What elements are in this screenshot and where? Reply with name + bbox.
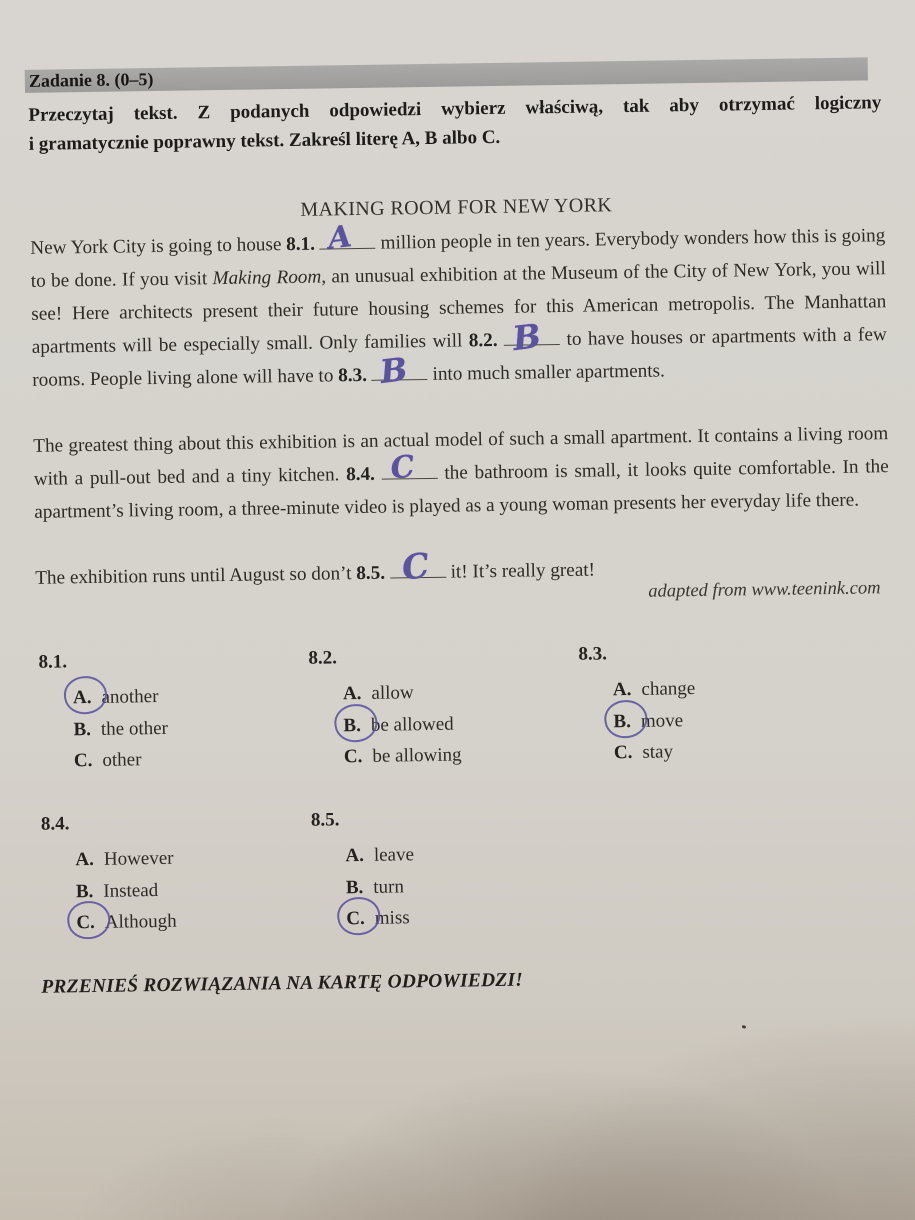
answer-blank-8-3 xyxy=(372,350,428,391)
option-8-5-B xyxy=(346,869,562,904)
option-8-1-C xyxy=(74,742,290,777)
option-8-1-B xyxy=(73,711,289,746)
option-8-3-B xyxy=(613,703,829,738)
question-block-8-4 xyxy=(41,810,293,939)
passage-text: the bathroom is small, it looks quite comfortable. In the apartment’s living room, a three-minute video is played as a young woman presents her everyday life there. xyxy=(34,456,889,523)
option-letter: A. xyxy=(72,687,92,709)
option-letter: B. xyxy=(73,718,92,740)
passage-text: it! It’s really great! xyxy=(445,559,596,583)
passage-text: into much smaller apartments. xyxy=(427,360,665,385)
passage-paragraph-2 xyxy=(33,417,889,529)
paper-speck xyxy=(742,1025,747,1029)
gap-number-8-2: 8.2. xyxy=(468,329,498,352)
passage-text: New York City is going to house xyxy=(30,234,287,259)
option-letter: A. xyxy=(612,678,632,701)
source-attribution: adapted from www.teenink.com xyxy=(648,578,881,602)
option-letter: C. xyxy=(343,745,363,768)
answer-blank-8-4 xyxy=(381,449,437,487)
question-block-8-1 xyxy=(38,648,290,777)
option-text: change xyxy=(641,678,696,700)
task-header-bar xyxy=(25,57,868,93)
task-header-label: Zadanie 8. (0–5) xyxy=(28,69,154,91)
handwritten-answer-8-2: B xyxy=(510,315,544,359)
option-letter: A. xyxy=(345,844,365,867)
handwritten-answer-8-3: B xyxy=(378,350,410,391)
gap-number-8-3: 8.3. xyxy=(338,364,368,387)
option-8-4-B xyxy=(76,873,292,908)
option-letter: B. xyxy=(345,876,364,898)
task-instructions xyxy=(28,88,882,159)
question-number: 8.5. xyxy=(310,809,340,831)
question-block-8-3 xyxy=(578,640,830,769)
option-8-4-A xyxy=(75,841,291,876)
option-8-3-A xyxy=(613,671,829,706)
passage-italic-title: Making Room xyxy=(212,266,322,290)
gap-number-8-5: 8.5. xyxy=(356,562,386,585)
option-8-1-A xyxy=(73,679,289,714)
answer-circle-mark xyxy=(62,673,110,717)
option-letter: B. xyxy=(75,880,94,902)
option-text: Although xyxy=(104,910,177,933)
option-letter: C. xyxy=(613,741,633,764)
option-8-5-C xyxy=(346,900,562,935)
option-8-4-C xyxy=(76,904,292,939)
question-number: 8.2. xyxy=(308,647,338,669)
handwritten-answer-8-5: C xyxy=(399,545,432,589)
option-text: turn xyxy=(373,875,405,898)
passage-text: , an unusual exhibition at the Museum of the City of New York, you will see! Here architects present their future housing schemes for this American metropolis. The Manhattan apartments will be especially small. Only families will xyxy=(31,258,887,358)
option-8-2-C xyxy=(344,738,560,773)
passage-text: The greatest thing about this exhibition is an actual model of such a small apartment. It contains a living room with a pull-out bed and a tiny kitchen. xyxy=(33,423,889,490)
question-number: 8.1. xyxy=(38,651,68,673)
option-letter: C. xyxy=(76,911,95,934)
question-block-8-5 xyxy=(311,806,563,935)
option-8-3-C xyxy=(614,734,830,769)
option-text: stay xyxy=(642,741,674,763)
passage-text: to have houses or apartments with a few rooms. People living alone will have to xyxy=(32,324,887,391)
passage-paragraph-1 xyxy=(30,219,887,397)
answer-blank-8-5 xyxy=(390,545,446,589)
option-letter: A. xyxy=(342,683,362,705)
passage-text: million people in ten years. Everybody wonders how this is going to be done. If you visit xyxy=(30,225,886,292)
option-text: move xyxy=(640,709,684,732)
gap-number-8-4: 8.4. xyxy=(345,463,376,486)
question-number: 8.3. xyxy=(578,643,608,665)
footer-instruction: PRZENIEŚ ROZWIĄZANIA NA KARTĘ ODPOWIEDZI! xyxy=(41,969,524,998)
option-8-2-B xyxy=(343,707,559,742)
option-letter: C. xyxy=(346,907,365,930)
instructions-line-1: Przeczytaj tekst. Z podanych odpowiedzi wybierz właściwą, tak aby otrzymać logiczny xyxy=(28,92,882,126)
option-text: another xyxy=(101,686,159,708)
option-text: miss xyxy=(374,907,410,929)
instructions-line-2: i gramatycznie poprawny tekst. Zakreśl literę A, B albo C. xyxy=(28,126,501,155)
option-text: However xyxy=(103,847,174,870)
option-letter: B. xyxy=(613,710,632,732)
option-text: the other xyxy=(100,717,169,740)
option-text: be allowed xyxy=(370,713,454,736)
option-text: allow xyxy=(371,682,414,704)
handwritten-answer-8-1: A xyxy=(326,219,354,257)
handwritten-answer-8-4: C xyxy=(388,449,417,487)
answer-blank-8-2 xyxy=(504,315,560,359)
option-letter: C. xyxy=(73,750,93,772)
option-text: other xyxy=(102,749,142,771)
question-block-8-2 xyxy=(308,644,560,773)
option-letter: B. xyxy=(343,714,362,736)
option-8-5-A xyxy=(345,837,561,872)
option-text: leave xyxy=(373,844,415,866)
passage-text: The exhibition runs until August so don’t xyxy=(35,563,357,589)
question-number: 8.4. xyxy=(40,813,70,835)
passage-title: MAKING ROOM FOR NEW YORK xyxy=(300,194,613,221)
option-letter: A. xyxy=(75,848,95,871)
option-text: be allowing xyxy=(372,744,462,767)
gap-number-8-1: 8.1. xyxy=(286,233,316,256)
option-text: Instead xyxy=(103,879,159,902)
answer-blank-8-1 xyxy=(320,219,376,257)
option-8-2-A xyxy=(343,675,559,710)
